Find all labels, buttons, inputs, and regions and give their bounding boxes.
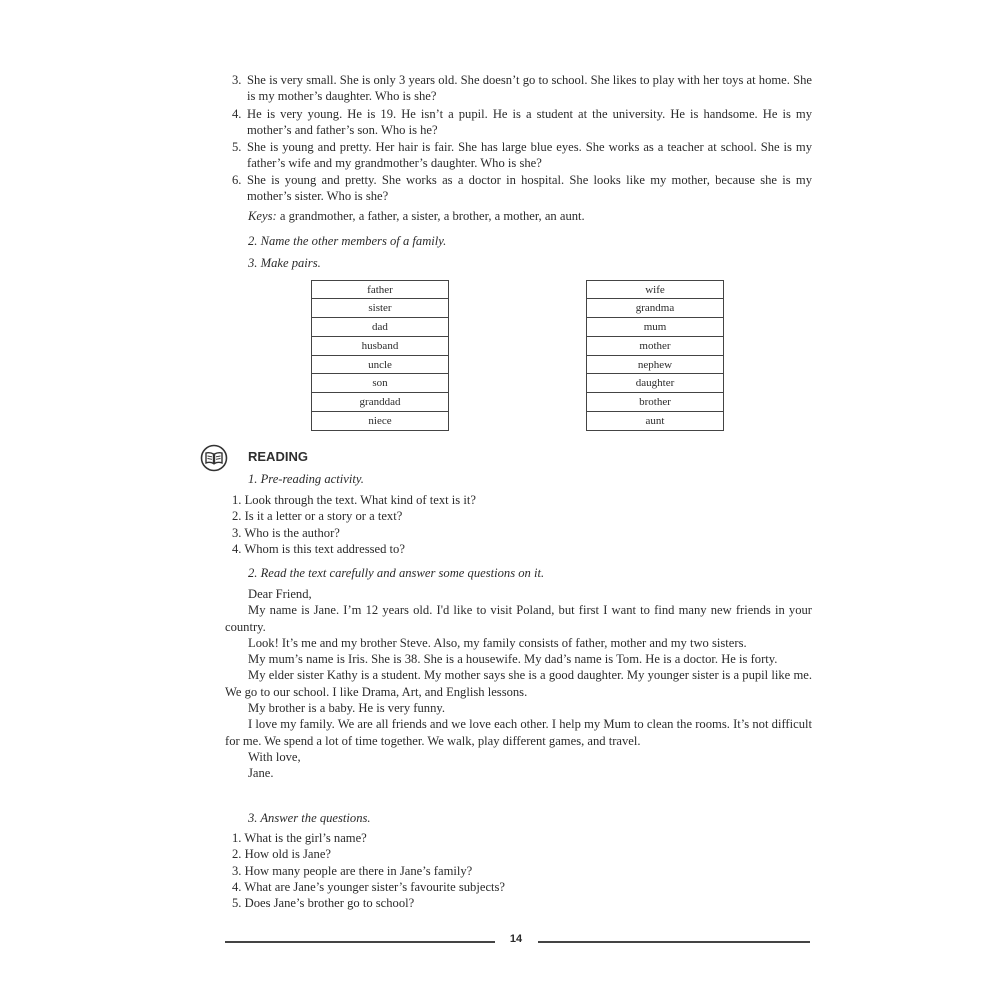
letter-closing: With love, [248,749,301,764]
task-heading: 2. Name the other members of a family. [248,234,447,248]
letter-paragraph: My mum’s name is Iris. She is 38. She is a housewife. My dad’s name is Tom. He is a doctor. He is forty. [248,652,778,667]
list-item: 4. What are Jane’s younger sister’s favourite subjects? [232,880,506,894]
letter-paragraph: Look! It’s me and my brother Steve. Also, my family consists of father, mother and my two sisters. [248,635,747,650]
list-item: 2. How old is Jane? [232,847,332,861]
letter-signature: Jane. [248,766,274,781]
footer-rule-right [538,941,810,943]
task-heading: 3. Answer the questions. [248,811,371,825]
letter-paragraph: I love my family. We are all friends and we love each other. I help my Mum to clean the rooms. It’s not difficult for me. We spend a lot of time together. We walk, play different games, and travel. [225,717,812,748]
table-cell: dad [311,318,449,337]
task-heading: 3. Make pairs. [248,256,321,270]
left-word-table [311,280,449,431]
table-cell: son [311,374,449,393]
table-cell: daughter [586,374,724,393]
riddle-item: 6. She is young and pretty. She works as a doctor in hospital. She looks like my mother, because she is my mother’s sister. Who is she? [232,173,812,204]
keys-label: Keys: [248,209,277,223]
riddle-text: He is very young. He is 19. He isn’t a pupil. He is a student at the university. He is handsome. He is my mother’s and father’s son. Who is he? [247,107,812,138]
letter-greeting: Dear Friend, [248,587,312,601]
list-item: 3. How many people are there in Jane’s family? [232,864,473,878]
keys-line [248,208,585,224]
letter-text [225,586,812,782]
riddle-text: She is very small. She is only 3 years old. She doesn’t go to school. She likes to play with her toys at home. She is my mother’s daughter. Who is she? [247,73,812,104]
section-title: READING [248,449,308,464]
riddle-item: 3. She is very small. She is only 3 years old. She doesn’t go to school. She likes to play with her toys at home. She is my mother’s daughter. Who is she? [232,73,812,104]
letter-paragraph: My name is Jane. I’m 12 years old. I'd like to visit Poland, but first I want to find many new friends in your country. [225,603,812,634]
table-cell: father [311,280,449,299]
table-cell: niece [311,412,449,431]
table-cell: sister [311,299,449,318]
riddle-text: She is young and pretty. She works as a doctor in hospital. She looks like my mother, because she is my mother’s sister. Who is she? [247,173,812,204]
table-cell: uncle [311,356,449,375]
table-cell: aunt [586,412,724,431]
list-item: 3. Who is the author? [232,526,340,540]
table-cell: wife [586,280,724,299]
table-cell: grandma [586,299,724,318]
task-heading: 1. Pre-reading activity. [248,472,364,486]
footer-rule-left [225,941,495,943]
list-item: 2. Is it a letter or a story or a text? [232,509,403,523]
table-cell: husband [311,337,449,356]
table-cell: granddad [311,393,449,412]
task-heading: 2. Read the text carefully and answer some questions on it. [248,566,545,580]
table-cell: mum [586,318,724,337]
list-item: 1. What is the girl’s name? [232,831,367,845]
keys-text: a grandmother, a father, a sister, a brother, a mother, an aunt. [276,209,585,223]
letter-paragraph: My elder sister Kathy is a student. My mother says she is a good daughter. My younger sister is a pupil like me. We go to our school. I like Drama, Art, and English lessons. [225,668,812,699]
book-icon [200,444,228,472]
list-item: 4. Whom is this text addressed to? [232,542,405,556]
page-number: 14 [509,933,523,945]
table-cell: brother [586,393,724,412]
right-word-table [586,280,724,431]
table-cell: nephew [586,356,724,375]
list-item: 1. Look through the text. What kind of text is it? [232,493,476,507]
list-item: 5. Does Jane’s brother go to school? [232,896,415,910]
table-cell: mother [586,337,724,356]
riddle-item: 4. He is very young. He is 19. He isn’t a pupil. He is a student at the university. He is handsome. He is my mother’s and father’s son. Who is he? [232,107,812,138]
riddle-item: 5. She is young and pretty. Her hair is fair. She has large blue eyes. She works as a teacher at school. She is my father’s wife and my grandmother’s daughter. Who is she? [232,140,812,171]
letter-paragraph: My brother is a baby. He is very funny. [248,701,446,716]
riddle-text: She is young and pretty. Her hair is fair. She has large blue eyes. She works as a teacher at school. She is my father’s wife and my grandmother’s daughter. Who is she? [247,140,812,171]
